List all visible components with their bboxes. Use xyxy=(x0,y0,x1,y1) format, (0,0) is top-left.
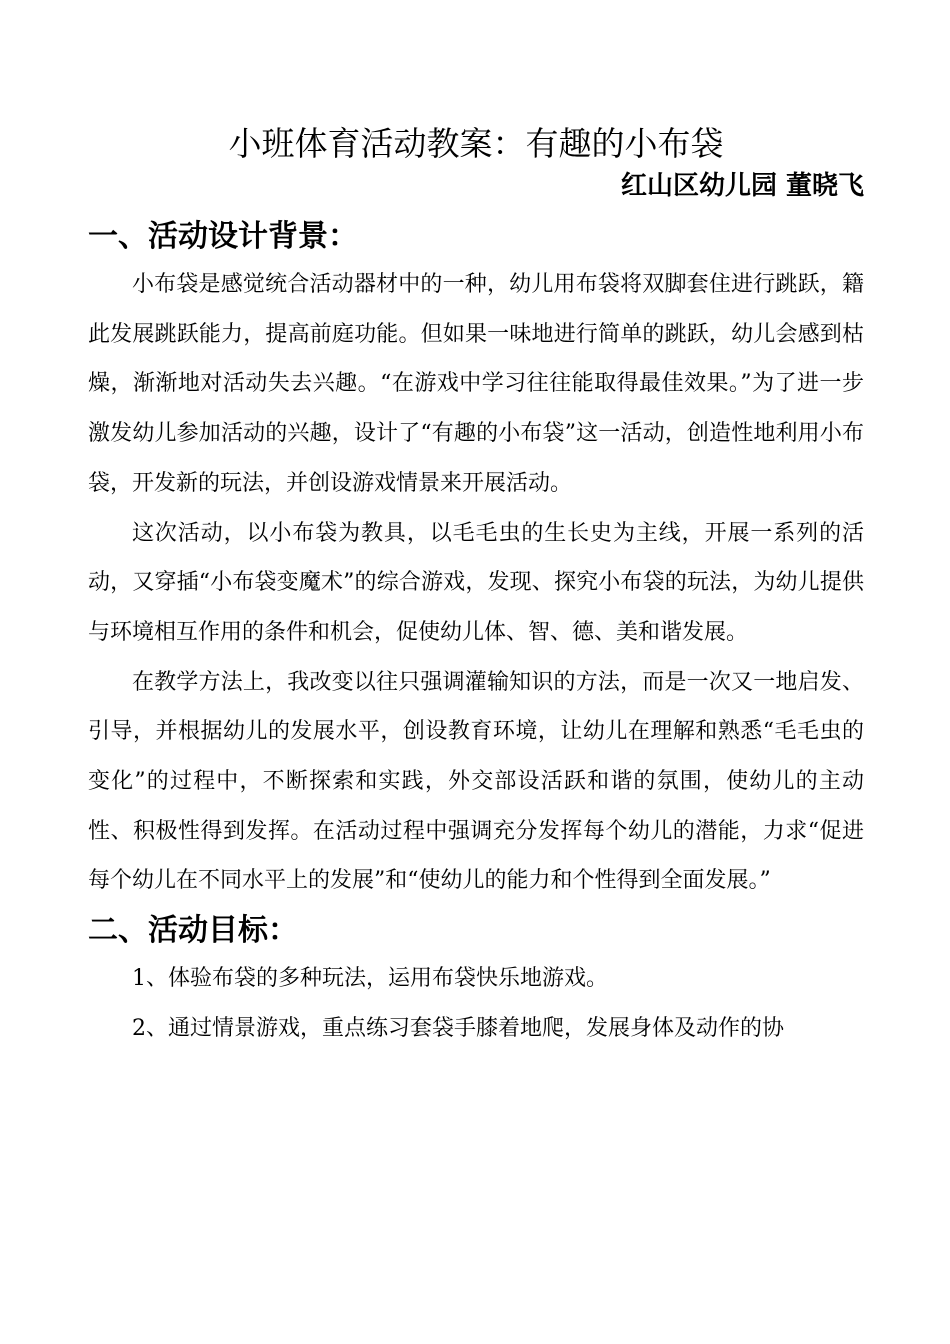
section-heading-goals: 二、活动目标： xyxy=(88,913,298,949)
goal-item-2: 2、通过情景游戏，重点练习套袋手膝着地爬，发展身体及动作的协 xyxy=(132,1015,784,1041)
paragraph-background-3: 在教学方法上，我改变以往只强调灌输知识的方法，而是一次又一地启发、引导，并根据幼儿的发展水平，创设教育环境，让幼儿在理解和熟悉“毛毛虫的变化”的过程中，不断探索和实践，外交部设活跃和谐的氛围，使幼儿的主动性、积极性得到发挥。在活动过程中强调充分发挥每个幼儿的潜能，力求“促进每个幼儿在不同水平上的发展”和“使幼儿的能力和个性得到全面发展。” xyxy=(88,669,864,894)
document-page xyxy=(88,122,864,1054)
paragraph-background-2: 这次活动，以小布袋为教具，以毛毛虫的生长史为主线，开展一系列的活动，又穿插“小布袋变魔术”的综合游戏，发现、探究小布袋的玩法，为幼儿提供与环境相互作用的条件和机会，促使幼儿体、智、德、美和谐发展。 xyxy=(88,520,864,645)
document-title: 小班体育活动教案：有趣的小布袋 xyxy=(228,124,724,163)
goal-item-1: 1、体验布袋的多种玩法，运用布袋快乐地游戏。 xyxy=(132,966,608,992)
paragraph-background-1: 小布袋是感觉统合活动器材中的一种，幼儿用布袋将双脚套住进行跳跃，籍此发展跳跃能力，提高前庭功能。但如果一味地进行简单的跳跃，幼儿会感到枯燥，渐渐地对活动失去兴趣。“在游戏中学习往往能取得最佳效果。”为了进一步激发幼儿参加活动的兴趣，设计了“有趣的小布袋”这一活动，创造性地利用小布袋，开发新的玩法，并创设游戏情景来开展活动。 xyxy=(88,272,864,496)
section-heading-background: 一、活动设计背景： xyxy=(88,219,358,254)
author-line: 红山区幼儿园 董晓飞 xyxy=(620,171,864,201)
